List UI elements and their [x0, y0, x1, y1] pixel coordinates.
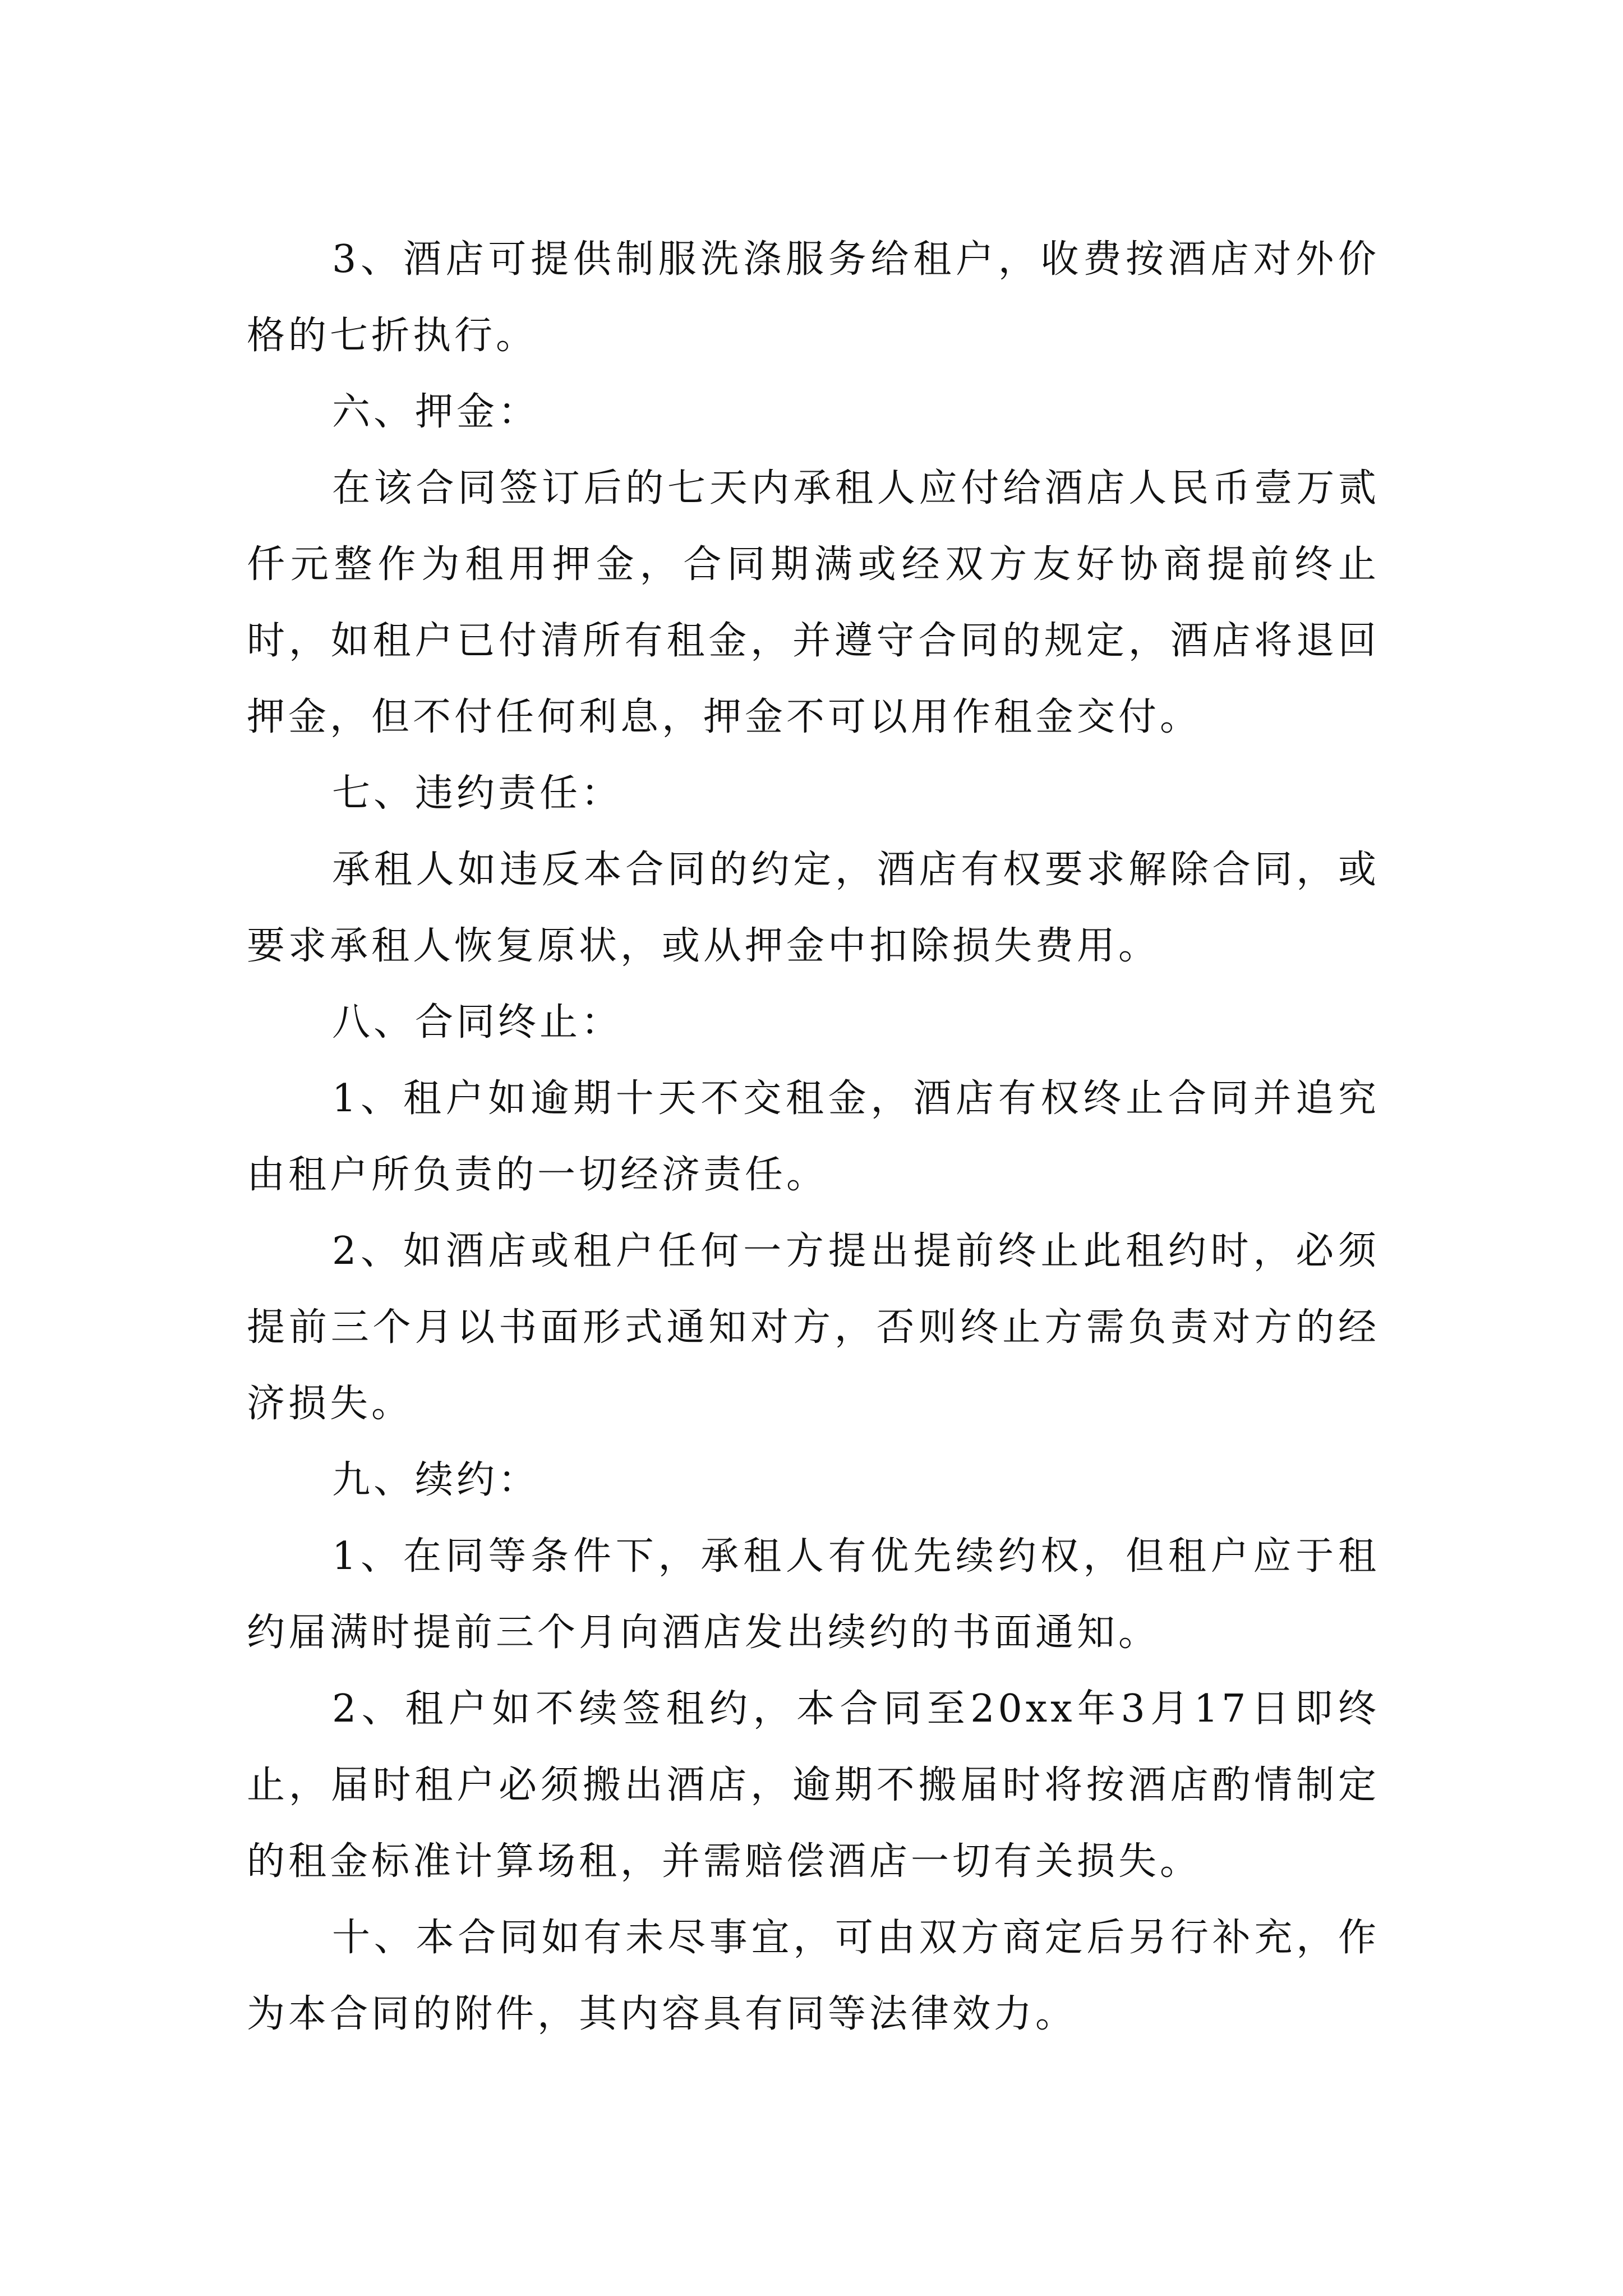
clause-5-item-3: 3、酒店可提供制服洗涤服务给租户，收费按酒店对外价格的七折执行。: [247, 237, 1380, 358]
clause-9-item-2: 2、租户如不续签租约，本合同至20xx年3月17日即终止，届时租户必须搬出酒店，逾期不搬届时将按酒店酌情制定的租金标准计算场租，并需赔偿酒店一切有关损失。: [247, 1687, 1380, 1884]
section-7-heading: 七、违约责任：: [332, 771, 623, 816]
clause-8-item-2: 2、如酒店或租户任何一方提出提前终止此租约时，必须提前三个月以书面形式通知对方，否则终止方需负责对方的经济损失。: [247, 1229, 1380, 1426]
clause-7-text: 承租人如违反本合同的约定，酒店有权要求解除合同，或要求承租人恢复原状，或从押金中扣除损失费用。: [247, 848, 1380, 968]
clause-6-text: 在该合同签订后的七天内承租人应付给酒店人民币壹万贰仟元整作为租用押金，合同期满或经双方友好协商提前终止时，如租户已付清所有租金，并遵守合同的规定，酒店将退回押金，但不付任何利息，押金不可以用作租金交付。: [247, 466, 1380, 739]
clause-9-item-1: 1、在同等条件下，承租人有优先续约权，但租户应于租约届满时提前三个月向酒店发出续约的书面通知。: [247, 1534, 1380, 1655]
document-page: [247, 222, 1380, 2053]
section-6-heading: 六、押金：: [332, 390, 540, 434]
clause-8-item-1: 1、租户如逾期十天不交租金，酒店有权终止合同并追究由租户所负责的一切经济责任。: [247, 1076, 1380, 1197]
section-8-heading: 八、合同终止：: [332, 1000, 623, 1045]
section-9-heading: 九、续约：: [332, 1458, 540, 1502]
clause-10-text: 十、本合同如有未尽事宜，可由双方商定后另行补充，作为本合同的附件，其内容具有同等法律效力。: [247, 1916, 1380, 2036]
